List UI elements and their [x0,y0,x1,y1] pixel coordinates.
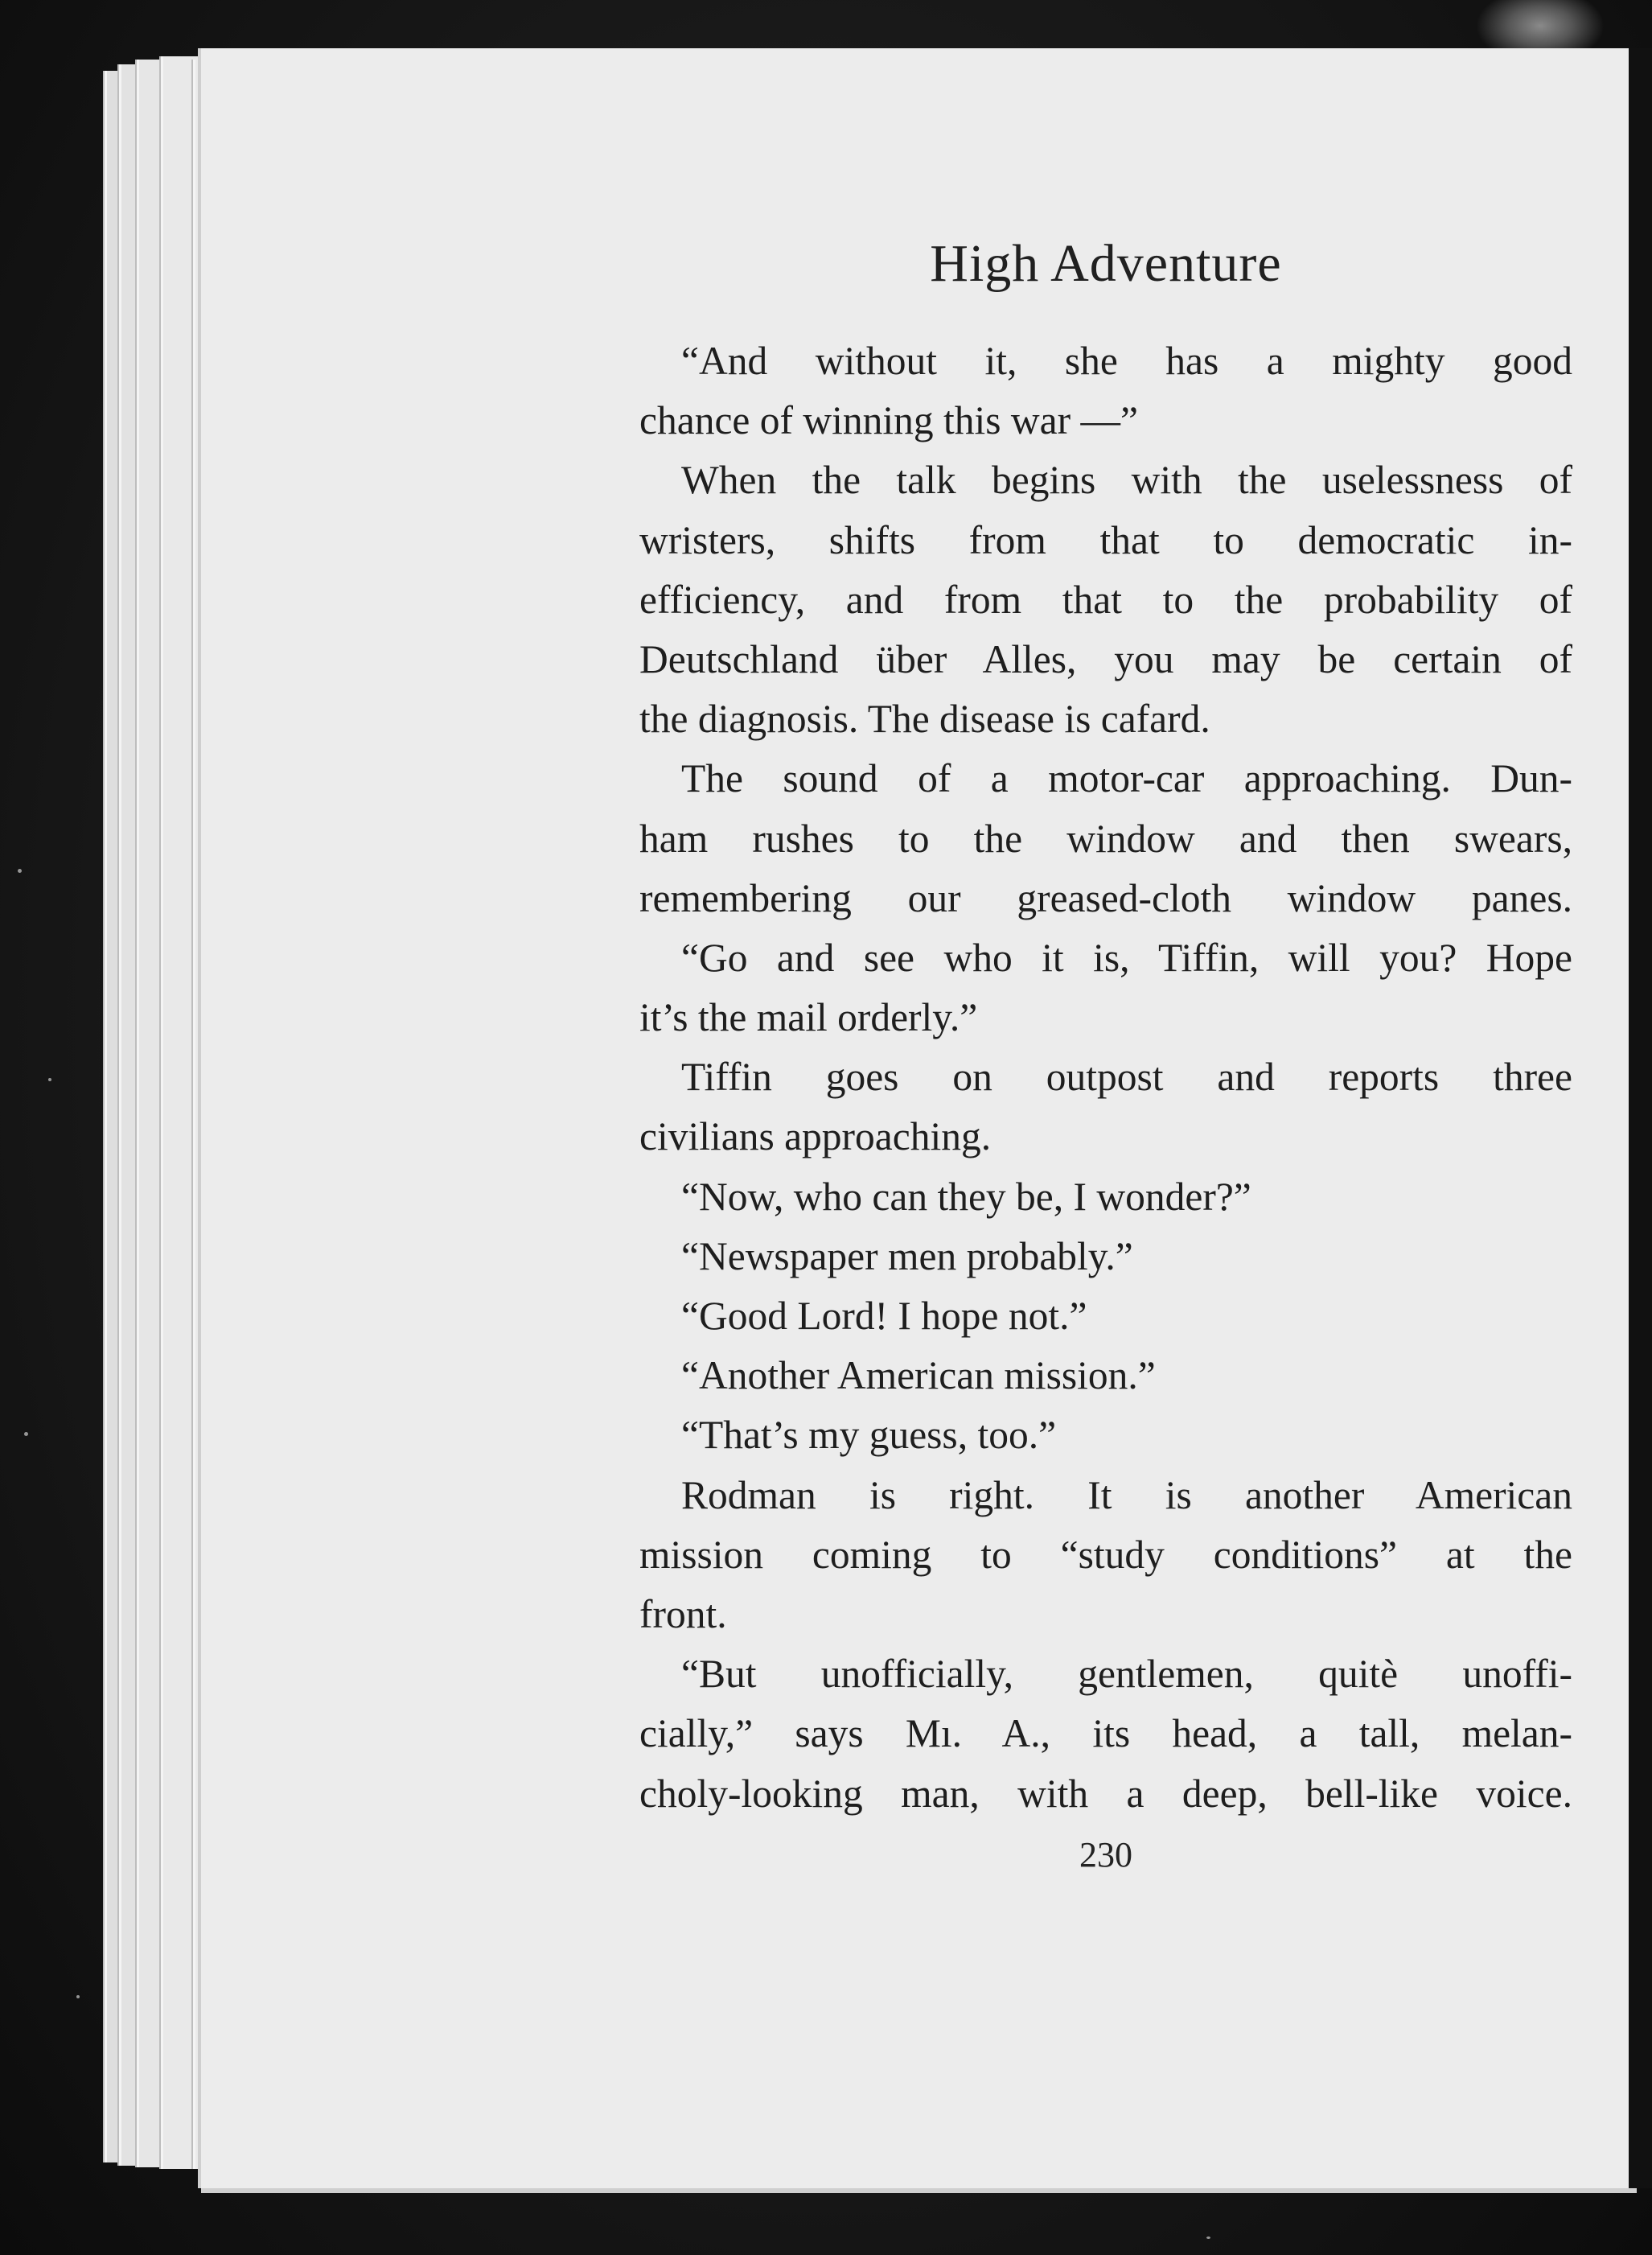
text-line: it’s the mail orderly.” [639,995,978,1040]
text-line: “That’s my guess, too.” [681,1413,1057,1458]
text-line: “And without it, she has a mighty good [681,339,1572,383]
text-line: “Go and see who it is, Tiffin, will you? Hope [681,935,1572,980]
text-line: chance of winning this war —” [639,398,1138,443]
text-line: When the talk begins with the uselessness of [681,458,1572,503]
scanner-edge [1629,48,1652,2188]
text-line: wristers, shifts from that to democratic in- [639,517,1572,562]
text-line: The sound of a motor-car approaching. Dun- [681,756,1572,801]
dust-speck [48,1078,51,1081]
body-text [639,331,1572,1824]
text-line: Rodman is right. It is another American [681,1472,1572,1517]
text-line: civilians approaching. [639,1114,992,1159]
text-line: “Good Lord! I hope not.” [681,1294,1087,1338]
text-line: front. [639,1591,727,1636]
text-line: ham rushes to the window and then swears, [639,816,1572,861]
text-line: Tiffin goes on outpost and reports three [681,1055,1572,1100]
text-line: Deutschland über Alles, you may be certain of [639,636,1572,681]
text-line: the diagnosis. The disease is cafard. [639,697,1210,742]
text-line: mission coming to “study conditions” at the [639,1532,1572,1577]
dust-speck [18,869,22,873]
running-head: High Adventure [930,234,1282,293]
text-line: “Another American mission.” [681,1353,1156,1398]
text-line: choly-looking man, with a deep, bell-like voice. [639,1771,1572,1816]
text-line: “But unofficially, gentlemen, quitè unoffi- [681,1652,1572,1697]
text-line: remembering our greased-cloth window panes. [639,875,1572,920]
dust-speck [1206,2236,1210,2239]
page-number: 230 [1079,1835,1132,1874]
dust-speck [24,1432,28,1436]
dust-speck [76,1995,80,1998]
text-line: efficiency, and from that to the probability of [639,577,1572,622]
text-line: “Now, who can they be, I wonder?” [681,1174,1251,1219]
text-line: “Newspaper men probably.” [681,1233,1133,1278]
text-line: cially,” says Mı. A., its head, a tall, melan- [639,1711,1572,1756]
